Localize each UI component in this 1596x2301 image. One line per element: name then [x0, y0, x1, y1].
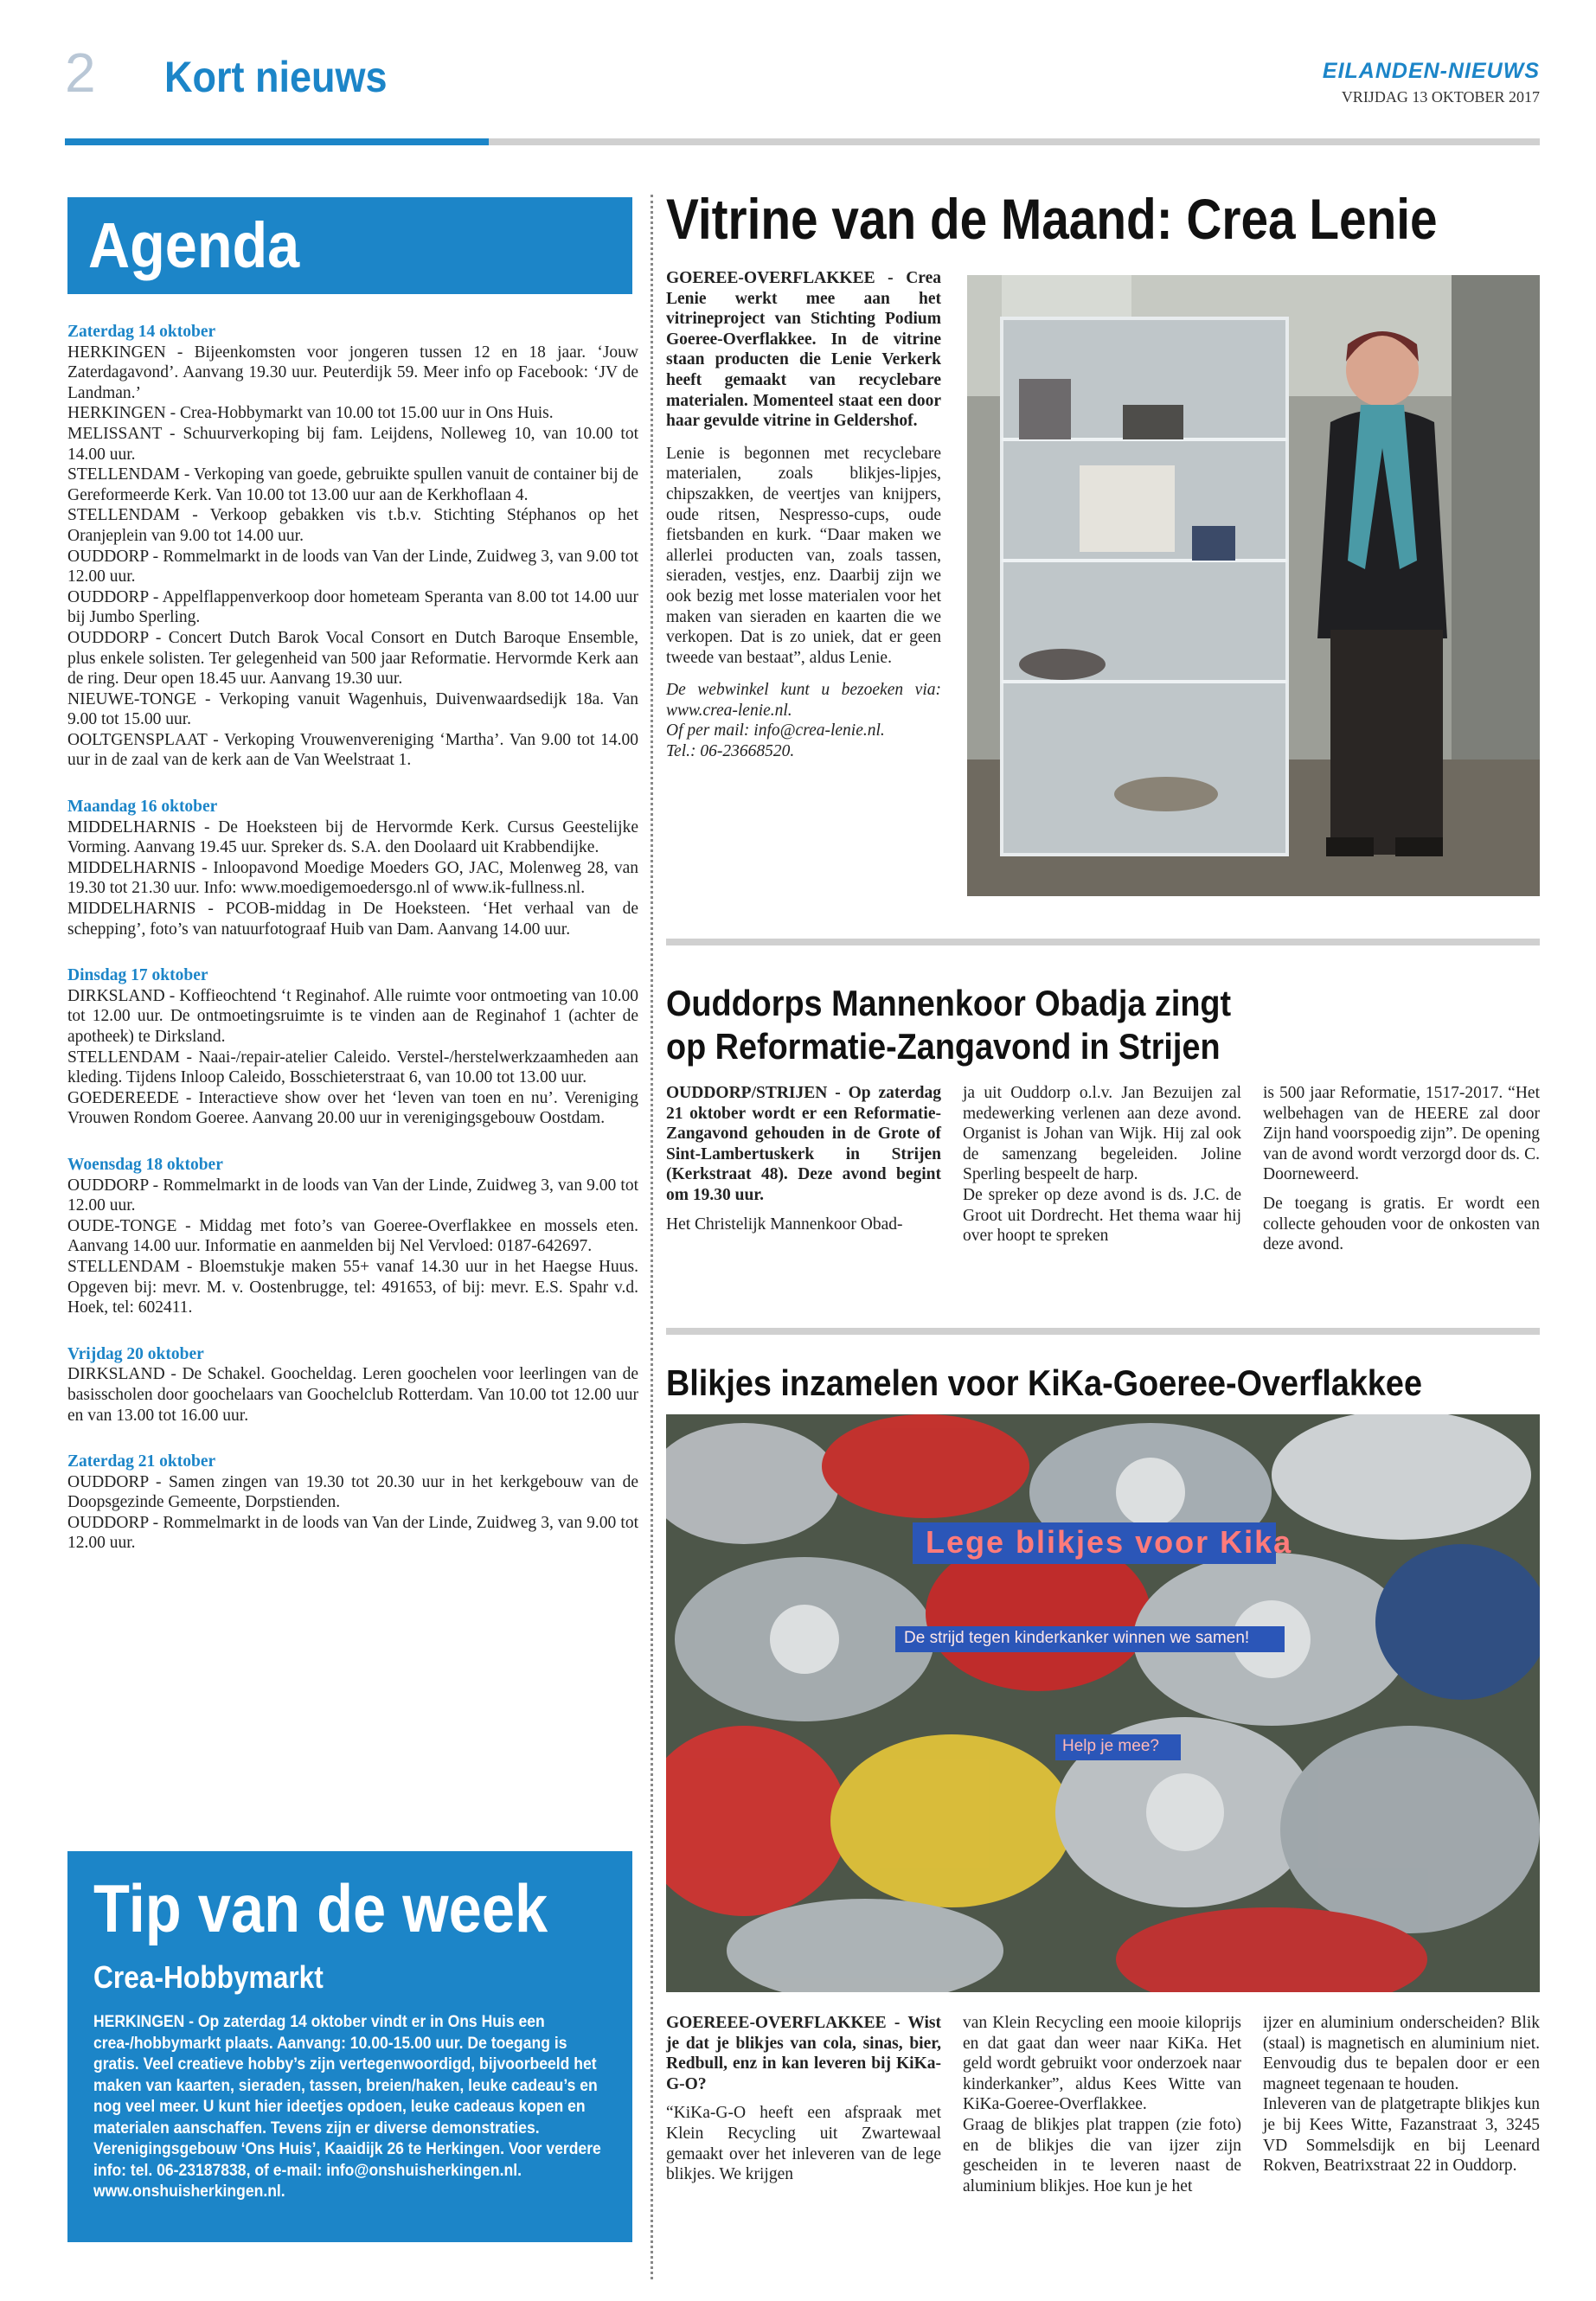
cans-caption-help: Help je mee? — [1062, 1737, 1159, 1755]
newspaper-logo: EILANDEN-NIEUWS — [1322, 59, 1540, 83]
agenda-entry: OUDDORP - Appelflappenverkoop door hometeam Speranta van 8.00 tot 14.00 uur bij Jumbo Sperling. — [67, 587, 638, 627]
blikjes-body: “KiKa-G-O heeft een afspraak met Klein Recycling uit Zwartewaal gemaakt over het inleveren van de lege blikjes. We krijgen — [666, 2104, 941, 2184]
agenda-entry: HERKINGEN - Crea-Hobbymarkt van 10.00 tot 15.00 uur in Ons Huis. — [67, 404, 554, 423]
koor-headline — [666, 982, 1258, 1068]
agenda-day — [67, 322, 638, 771]
agenda-day-title: Maandag 16 oktober — [67, 798, 218, 817]
vitrine-note-mail: Of per mail: info@crea-lenie.nl. — [666, 721, 885, 740]
issue-date: VRIJDAG 13 OKTOBER 2017 — [1341, 88, 1540, 106]
koor-paragraph: De spreker op deze avond is ds. J.C. de Groot uit Dordrecht. Het thema waar hij over hoopt te spreken — [963, 1185, 1241, 1246]
agenda-day — [67, 1452, 638, 1554]
agenda-entry: STELLENDAM - Verkoping van goede, gebruikte spullen vanuit de container bij de Gereformeerde Kerk. Van 10.00 tot 13.00 uur aan de Kerkhoflaan 4. — [67, 465, 638, 504]
vitrine-lead: GOEREE-OVERFLAKKEE - Crea Lenie werkt mee aan het vitrineproject van Stichting Podium Goeree-Overflakkee. In de vitrine staan producten die Lenie Verkerk heeft gemaakt van recyclebare materialen. Momenteel staat een door haar gevulde vitrine in Geldershof. — [666, 269, 941, 431]
agenda-entry: STELLENDAM - Bloemstukje maken 55+ vanaf 14.30 uur in het Haegse Huus. Opgeven bij: mevr. M. v. Oostenbrugge, tel: 491653, of bij: mevr. E.S. Spahr v.d. Hoek, tel: 602411. — [67, 1257, 638, 1317]
agenda-entry: OUDDORP - Samen zingen van 19.30 tot 20.30 uur in het kerkgebouw van de Doopsgezinde Gemeente, Dorpstienden. — [67, 1472, 638, 1512]
koor-column-1 — [666, 1083, 941, 1243]
vitrine-body: Lenie is begonnen met recyclebare materialen, zoals blikjes-lipjes, chipszakken, de veertjes van knijpers, oude ritsen, Nespresso-cups, oude fietsbanden en kurk. “Daar maken we allerlei producten van, zoals tassen, sieraden, vestjes, enz. Daarbij zijn we ook bezig met losse materialen voor het maken van sieraden en kaarten die we verkopen. Dat is zo uniek, dat er geen tweede van bestaat”, aldus Lenie. — [666, 444, 941, 667]
header-rule-blue — [65, 138, 489, 145]
agenda-entry: OUDDORP - Rommelmarkt in de loods van Van der Linde, Zuidweg 3, van 9.00 tot 12.00 uur. — [67, 1513, 638, 1553]
koor-paragraph: ja uit Ouddorp o.l.v. Jan Bezuijen zal medewerking verlenen aan deze avond. Organist is Johan van Wijk. Hij zal ook de samenzang begeleiden. Joline Sperling bespeelt de harp. — [963, 1084, 1241, 1184]
blikjes-paragraph: van Klein Recycling een mooie kiloprijs en dat gaat dan weer naar KiKa. Het geld wordt gebruikt voor onderzoek naar kinderkanker”, aldus Kees Witte van KiKa-Goeree-Overflakkee. — [963, 2014, 1241, 2114]
agenda-entry: MELISSANT - Schuurverkoping bij fam. Leijdens, Nolleweg 10, van 10.00 tot 14.00 uur. — [67, 424, 638, 464]
tip-subtitle: Crea-Hobbymarkt — [93, 1959, 324, 1995]
koor-paragraph: De toegang is gratis. Er wordt een collecte gehouden voor de onkosten van deze avond. — [1263, 1194, 1540, 1254]
cans-caption: De strijd tegen kinderkanker winnen we samen! — [904, 1629, 1250, 1647]
agenda-title: Agenda — [88, 209, 300, 281]
column-divider — [651, 195, 653, 2279]
agenda-entry: OUDE-TONGE - Middag met foto’s van Goeree-Overflakkee en mossels eten. Aanvang 14.00 uur. Informatie en aanmelden bij Nel Vervloed: 0187-642697. — [67, 1216, 638, 1256]
koor-column-3 — [1263, 1083, 1540, 1264]
koor-headline-line2: op Reformatie-Zangavond in Strijen — [666, 1026, 1221, 1067]
cans-photo — [666, 1414, 1540, 1992]
vitrine-note-web: De webwinkel kunt u bezoeken via: www.crea-lenie.nl. — [666, 681, 941, 720]
koor-lead: OUDDORP/STRIJEN - Op zaterdag 21 oktober wordt er een Reformatie-Zangavond gehouden in de Grote of Sint-Lambertuskerk in Strijen (Kerkstraat 48). Deze avond begint om 19.30 uur. — [666, 1084, 941, 1204]
agenda-day — [67, 1155, 638, 1318]
agenda-entry: OUDDORP - Rommelmarkt in de loods van Van der Linde, Zuidweg 3, van 9.00 tot 12.00 uur. — [67, 547, 638, 586]
tip-text: HERKINGEN - Op zaterdag 14 oktober vindt er in Ons Huis een crea-/hobbymarkt plaats. Aanvang: 10.00-15.00 uur. De toegang is gratis. Veel creatieve hobby’s zijn vertegenwoordigd, bijvoorbeeld het maken van kaarten, sieraden, tassen, breien/haken, leuke cadeau’s en nog veel meer. U kunt hier ideetjes opdoen, leuke cadeaus kopen en materialen aanschaffen. Tevens zijn er diverse demonstraties. Verenigingsgebouw ‘Ons Huis’, Kaaidijk 26 te Herkingen. Voor verdere info: tel. 06-23187838, of e-mail: info@onshuisherkingen.nl. www.onshuisherkingen.nl. — [93, 2012, 601, 2201]
blikjes-paragraph: Graag de blikjes plat trappen (zie foto) en de blikjes die van ijzer zijn gescheiden in te leveren naast de aluminium blikjes. Hoe kun je het — [963, 2115, 1241, 2195]
koor-body: Het Christelijk Mannenkoor Obad- — [666, 1215, 903, 1234]
vitrine-note-tel: Tel.: 06-23668520. — [666, 742, 795, 761]
agenda-entry: OUDDORP - Concert Dutch Barok Vocal Consort en Dutch Baroque Ensemble, plus enkele solisten. Ter gelegenheid van 500 jaar Reformatie. Hervormde Kerk aan de ring. Deur open 18.45 uur. Aanvang 19.30 uur. — [67, 628, 638, 689]
agenda-day — [67, 1344, 638, 1426]
agenda-entry: MIDDELHARNIS - PCOB-middag in De Hoeksteen. ‘Het verhaal van de schepping’, foto’s van natuurfotograaf Huib van Dam. Aanvang 14.00 uur. — [67, 900, 638, 939]
page-number: 2 — [65, 42, 96, 104]
koor-headline-line1: Ouddorps Mannenkoor Obadja zingt — [666, 983, 1232, 1023]
section-rule — [666, 939, 1540, 945]
agenda-entry: NIEUWE-TONGE - Verkoping vanuit Wagenhuis, Duivenwaardsedijk 18a. Van 9.00 tot 15.00 uur. — [67, 689, 638, 729]
agenda-entry: OOLTGENSPLAAT - Verkoping Vrouwenvereniging ‘Martha’. Van 9.00 tot 14.00 uur in de zaal van de kerk aan de Van Weelstraat 1. — [67, 730, 638, 770]
cans-photo-illustration — [666, 1414, 1540, 1992]
agenda-day-title: Zaterdag 21 oktober — [67, 1452, 216, 1471]
agenda-day-title: Woensdag 18 oktober — [67, 1155, 223, 1174]
vitrine-photo — [967, 275, 1540, 896]
agenda-entry: DIRKSLAND - Koffieochtend ‘t Reginahof. Alle ruimte voor ontmoeting van 10.00 tot 12.00 uur. De ontmoetingsruimte is te vinden aan de Reginahof 1 (achter de apotheek) te Dirksland. — [67, 986, 638, 1046]
section-rule — [666, 1328, 1540, 1335]
vitrine-photo-illustration — [967, 275, 1540, 896]
koor-paragraph: is 500 jaar Reformatie, 1517-2017. “Het welbehagen van de HEERE zal door Zijn hand voorspoedig zijn”. De opening van de avond wordt verzorgd door ds. C. Doorneweerd. — [1263, 1084, 1540, 1184]
agenda-list — [67, 322, 638, 1554]
agenda-day-title: Vrijdag 20 oktober — [67, 1344, 204, 1363]
koor-column-2 — [963, 1083, 1241, 1255]
section-title: Kort nieuws — [164, 53, 388, 101]
blikjes-column-2 — [963, 2013, 1241, 2205]
blikjes-column-3 — [1263, 2013, 1540, 2185]
agenda-entry: GOEDEREEDE - Interactieve show over het ‘leven van toen en nu’. Vereniging Vrouwen Rondom Goeree. Aanvang 20.00 uur in verenigingsgebouw Oostdam. — [67, 1088, 638, 1128]
agenda-entry: STELLENDAM - Verkoop gebakken vis t.b.v. Stichting Stéphanos op het Oranjeplein van 9.00 tot 14.00 uur. — [67, 506, 638, 545]
blikjes-paragraph: Inleveren van de platgetrapte blikjes kun je bij Kees Witte, Fazanstraat 3, 3245 VD Sommelsdijk en bij Leenard Rokven, Beatrixstraat 22 in Ouddorp. — [1263, 2095, 1540, 2176]
vitrine-contact — [666, 680, 941, 761]
blikjes-headline: Blikjes inzamelen voor KiKa-Goeree-Overflakkee — [666, 1362, 1422, 1403]
agenda-day-title: Dinsdag 17 oktober — [67, 966, 208, 985]
agenda-day-title: Zaterdag 14 oktober — [67, 323, 216, 341]
blikjes-lead: GOEREEE-OVERFLAKKEE - Wist je dat je blikjes van cola, sinas, bier, Redbull, enz in kan leveren bij KiKa-G-O? — [666, 2014, 941, 2093]
agenda-entry: MIDDELHARNIS - De Hoeksteen bij de Hervormde Kerk. Cursus Geestelijke Vorming. Aanvang 19.45 uur. Spreker ds. S.A. den Doolaard uit Krabbendijke. — [67, 817, 638, 857]
agenda-day — [67, 797, 638, 939]
blikjes-column-1 — [666, 2013, 941, 2194]
agenda-entry: DIRKSLAND - De Schakel. Goocheldag. Leren goochelen voor leerlingen van de basisscholen door goochelaars van Goochelclub Rotterdam. Van 10.00 tot 12.00 uur en van 13.00 tot 16.00 uur. — [67, 1365, 638, 1425]
blikjes-paragraph: ijzer en aluminium onderscheiden? Blik (staal) is magnetisch en aluminium niet. Eenvoudig dus te bepalen door er een magneet tegenaan te houden. — [1263, 2014, 1540, 2093]
header-rule-gray — [489, 138, 1540, 145]
agenda-entry: OUDDORP - Rommelmarkt in de loods van Van der Linde, Zuidweg 3, van 9.00 tot 12.00 uur. — [67, 1176, 638, 1215]
agenda-entry: HERKINGEN - Bijeenkomsten voor jongeren tussen 12 en 18 jaar. ‘Jouw Zaterdagavond’. Aanvang 19.30 uur. Peuterdijk 59. Meer info op Facebook: ‘JV de Landman.’ — [67, 343, 638, 402]
agenda-day — [67, 965, 638, 1129]
agenda-entry: MIDDELHARNIS - Inloopavond Moedige Moeders GO, JAC, Molenweg 28, van 19.30 tot 21.30 uur. Info: www.moedigemoedersgo.nl of www.ik-fullness.nl. — [67, 858, 638, 898]
tip-title: Tip van de week — [93, 1870, 548, 1946]
agenda-entry: STELLENDAM - Naai-/repair-atelier Caleido. Verstel-/herstelwerkzaamheden aan kleding. Tijdens Inloop Caleido, Bosschieterstraat 6, van 10.00 tot 13.00 uur. — [67, 1048, 638, 1087]
vitrine-text-column — [666, 268, 941, 774]
vitrine-headline: Vitrine van de Maand: Crea Lenie — [666, 187, 1438, 251]
cans-banner: Lege blikjes voor Kika — [926, 1524, 1293, 1560]
